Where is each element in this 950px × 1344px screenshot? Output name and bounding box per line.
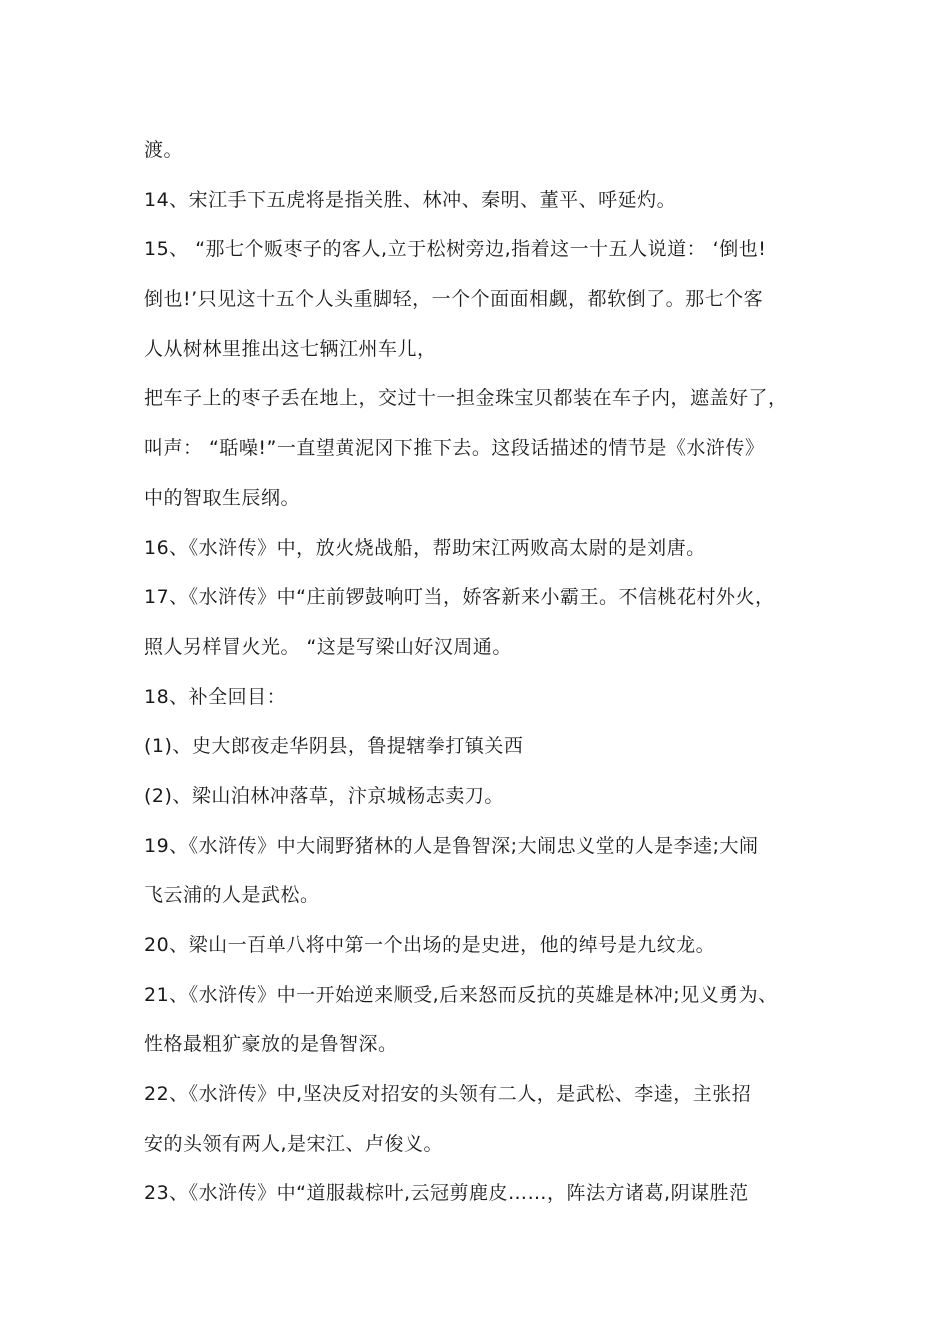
text-line: 19、《水浒传》中大闹野猪林的人是鲁智深;大闹忠义堂的人是李逵;大闹 — [144, 834, 759, 857]
text-line: 21、《水浒传》中一开始逆来顺受,后来怒而反抗的英雄是林冲;见义勇为、 — [144, 983, 778, 1006]
text-line: 18、补全回目： — [144, 685, 287, 708]
text-line: 叫声： “聒噪!”一直望黄泥冈下推下去。这段话描述的情节是《水浒传》 — [144, 437, 765, 460]
document-page — [144, 134, 824, 1227]
text-line: 人从树林里推出这七辆江州车儿， — [144, 337, 437, 360]
text-line: 22、《水浒传》中,坚决反对招安的头领有二人，是武松、李逵，主张招 — [144, 1083, 752, 1106]
text-line: 照人另样冒火光。 “这是写梁山好汉周通。 — [144, 635, 512, 658]
text-line: (2)、梁山泊林冲落草，汴京城杨志卖刀。 — [144, 784, 504, 807]
text-line: 渡。 — [144, 139, 184, 161]
text-line: 17、《水浒传》中“庄前锣鼓响叮当，娇客新来小霸王。不信桃花村外火， — [144, 586, 775, 609]
text-line: 23、《水浒传》中“道服裁棕叶,云冠剪鹿皮……，阵法方诸葛,阴谋胜范 — [144, 1182, 749, 1205]
text-line: 倒也!’只见这十五个人头重脚轻，一个个面面相觑，都软倒了。那七个客 — [144, 288, 764, 311]
text-line: 中的智取生辰纲。 — [144, 486, 301, 509]
text-line: 20、梁山一百单八将中第一个出场的是史进，他的绰号是九纹龙。 — [144, 934, 716, 956]
text-line: 16、《水浒传》中，放火烧战船，帮助宋江两败高太尉的是刘唐。 — [144, 536, 706, 559]
text-line: 14、宋江手下五虎将是指关胜、林冲、秦明、董平、呼延灼。 — [144, 188, 677, 211]
text-line: 性格最粗犷豪放的是鲁智深。 — [144, 1033, 398, 1056]
text-line: 飞云浦的人是武松。 — [144, 884, 320, 907]
text-line: 安的头领有两人,是宋江、卢俊义。 — [144, 1132, 444, 1155]
text-line: 15、 “那七个贩枣子的客人,立于松树旁边,指着这一十五人说道： ‘倒也! — [144, 238, 767, 261]
text-line: (1)、史大郎夜走华阴县，鲁提辖拳打镇关西 — [144, 735, 524, 758]
text-line: 把车子上的枣子丢在地上，交过十一担金珠宝贝都装在车子内，遮盖好了， — [144, 387, 788, 410]
